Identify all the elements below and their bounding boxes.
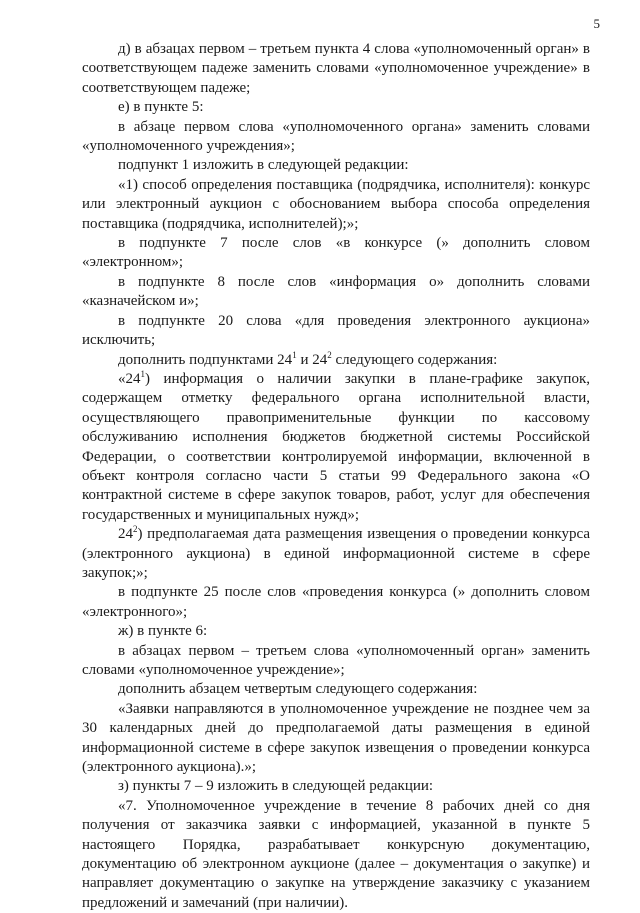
superscript: 2 — [133, 524, 138, 535]
document-body — [82, 40, 590, 913]
paragraph-zayavki: «Заявки направляются в уполномоченное учреждение не позднее чем за 30 календарных дней до предполагаемой даты размещения в единой информационной системе в сфере закупок извещения о проведении конкурса (электронного аукциона).»; — [82, 700, 590, 776]
paragraph-text: следующего содержания: — [331, 351, 498, 368]
superscript: 1 — [292, 349, 297, 360]
paragraph-text: «24 — [118, 370, 141, 387]
paragraph-zh-abzac: в абзацах первом – третьем слова «уполномоченный орган» заменить словами «уполномоченное учреждение»; — [82, 642, 590, 678]
paragraph-zh: ж) в пункте 6: — [118, 623, 208, 640]
paragraph-add-abzac4: дополнить абзацем четвертым следующего содержания: — [118, 681, 478, 698]
paragraph-podpunkt8: в подпункте 8 после слов «информация о» дополнить словами «казначейском и»; — [82, 273, 590, 310]
page-number: 5 — [593, 16, 600, 31]
paragraph-podpunkt1-intro: подпункт 1 изложить в следующей редакции: — [118, 157, 409, 174]
paragraph-e-abzac1: в абзаце первом слова «уполномоченного органа» заменить словами «уполномоченного учреждения»; — [82, 118, 590, 155]
paragraph-z: з) пункты 7 – 9 изложить в следующей редакции: — [118, 778, 434, 795]
paragraph-text: 24 — [118, 526, 133, 543]
paragraph-d: д) в абзацах первом – третьем пункта 4 слова «уполномоченный орган» в соответствующем падеже заменить словами «уполномоченное учреждение» в соответствующем падеже; — [82, 41, 590, 96]
paragraph-podpunkt7: в подпункте 7 после слов «в конкурсе (» дополнить словом «электронном»; — [82, 235, 590, 271]
paragraph-24-2 — [82, 525, 590, 583]
paragraph-podpunkt20: в подпункте 20 слова «для проведения электронного аукциона» исключить; — [82, 312, 590, 349]
paragraph-punkt7: «7. Уполномоченное учреждение в течение 8 рабочих дней со дня получения от заказчика заявки с информацией, указанной в пункте 5 настоящего Порядка, разрабатывает конкурсную документацию, документацию об электронном аукционе (далее – документация о закупке) и направляет документацию о закупке на утверждение заказчику с указанием предложений и замечаний (при наличии). — [82, 797, 590, 911]
paragraph-text: ) информация о наличии закупки в плане-графике закупок, содержащем отметку федерального органа исполнительной власти, осуществляющего правоприменительные функции по кассовому обслуживанию исполнения бюджетов бюджетной системы Российской Федерации, о соответствии контролируемой информации, включенной в объект контроля согласно части 5 статьи 99 Федерального закона «О контрактной системе в сфере закупок товаров, работ, услуг для обеспечения государственных и муниципальных нужд»; — [82, 370, 590, 523]
paragraph-text: и 24 — [296, 351, 328, 368]
paragraph-add-24 — [82, 351, 590, 370]
paragraph-24-1 — [82, 370, 590, 525]
superscript: 1 — [140, 368, 145, 379]
superscript: 2 — [327, 349, 332, 360]
paragraph-podpunkt25: в подпункте 25 после слов «проведения конкурса (» дополнить словом «электронного»; — [82, 584, 590, 620]
paragraph-text: дополнить подпунктами 24 — [118, 351, 293, 368]
paragraph-text: ) предполагаемая дата размещения извещения о проведении конкурса (электронного аукциона) в единой информационной системе в сфере закупок;»; — [82, 526, 590, 581]
paragraph-e: е) в пункте 5: — [118, 99, 204, 116]
paragraph-podpunkt1-text: «1) способ определения поставщика (подрядчика, исполнителя): конкурс или электронный аукцион с обоснованием выбора способа определения поставщика (подрядчика, исполнителей);»; — [82, 176, 590, 232]
